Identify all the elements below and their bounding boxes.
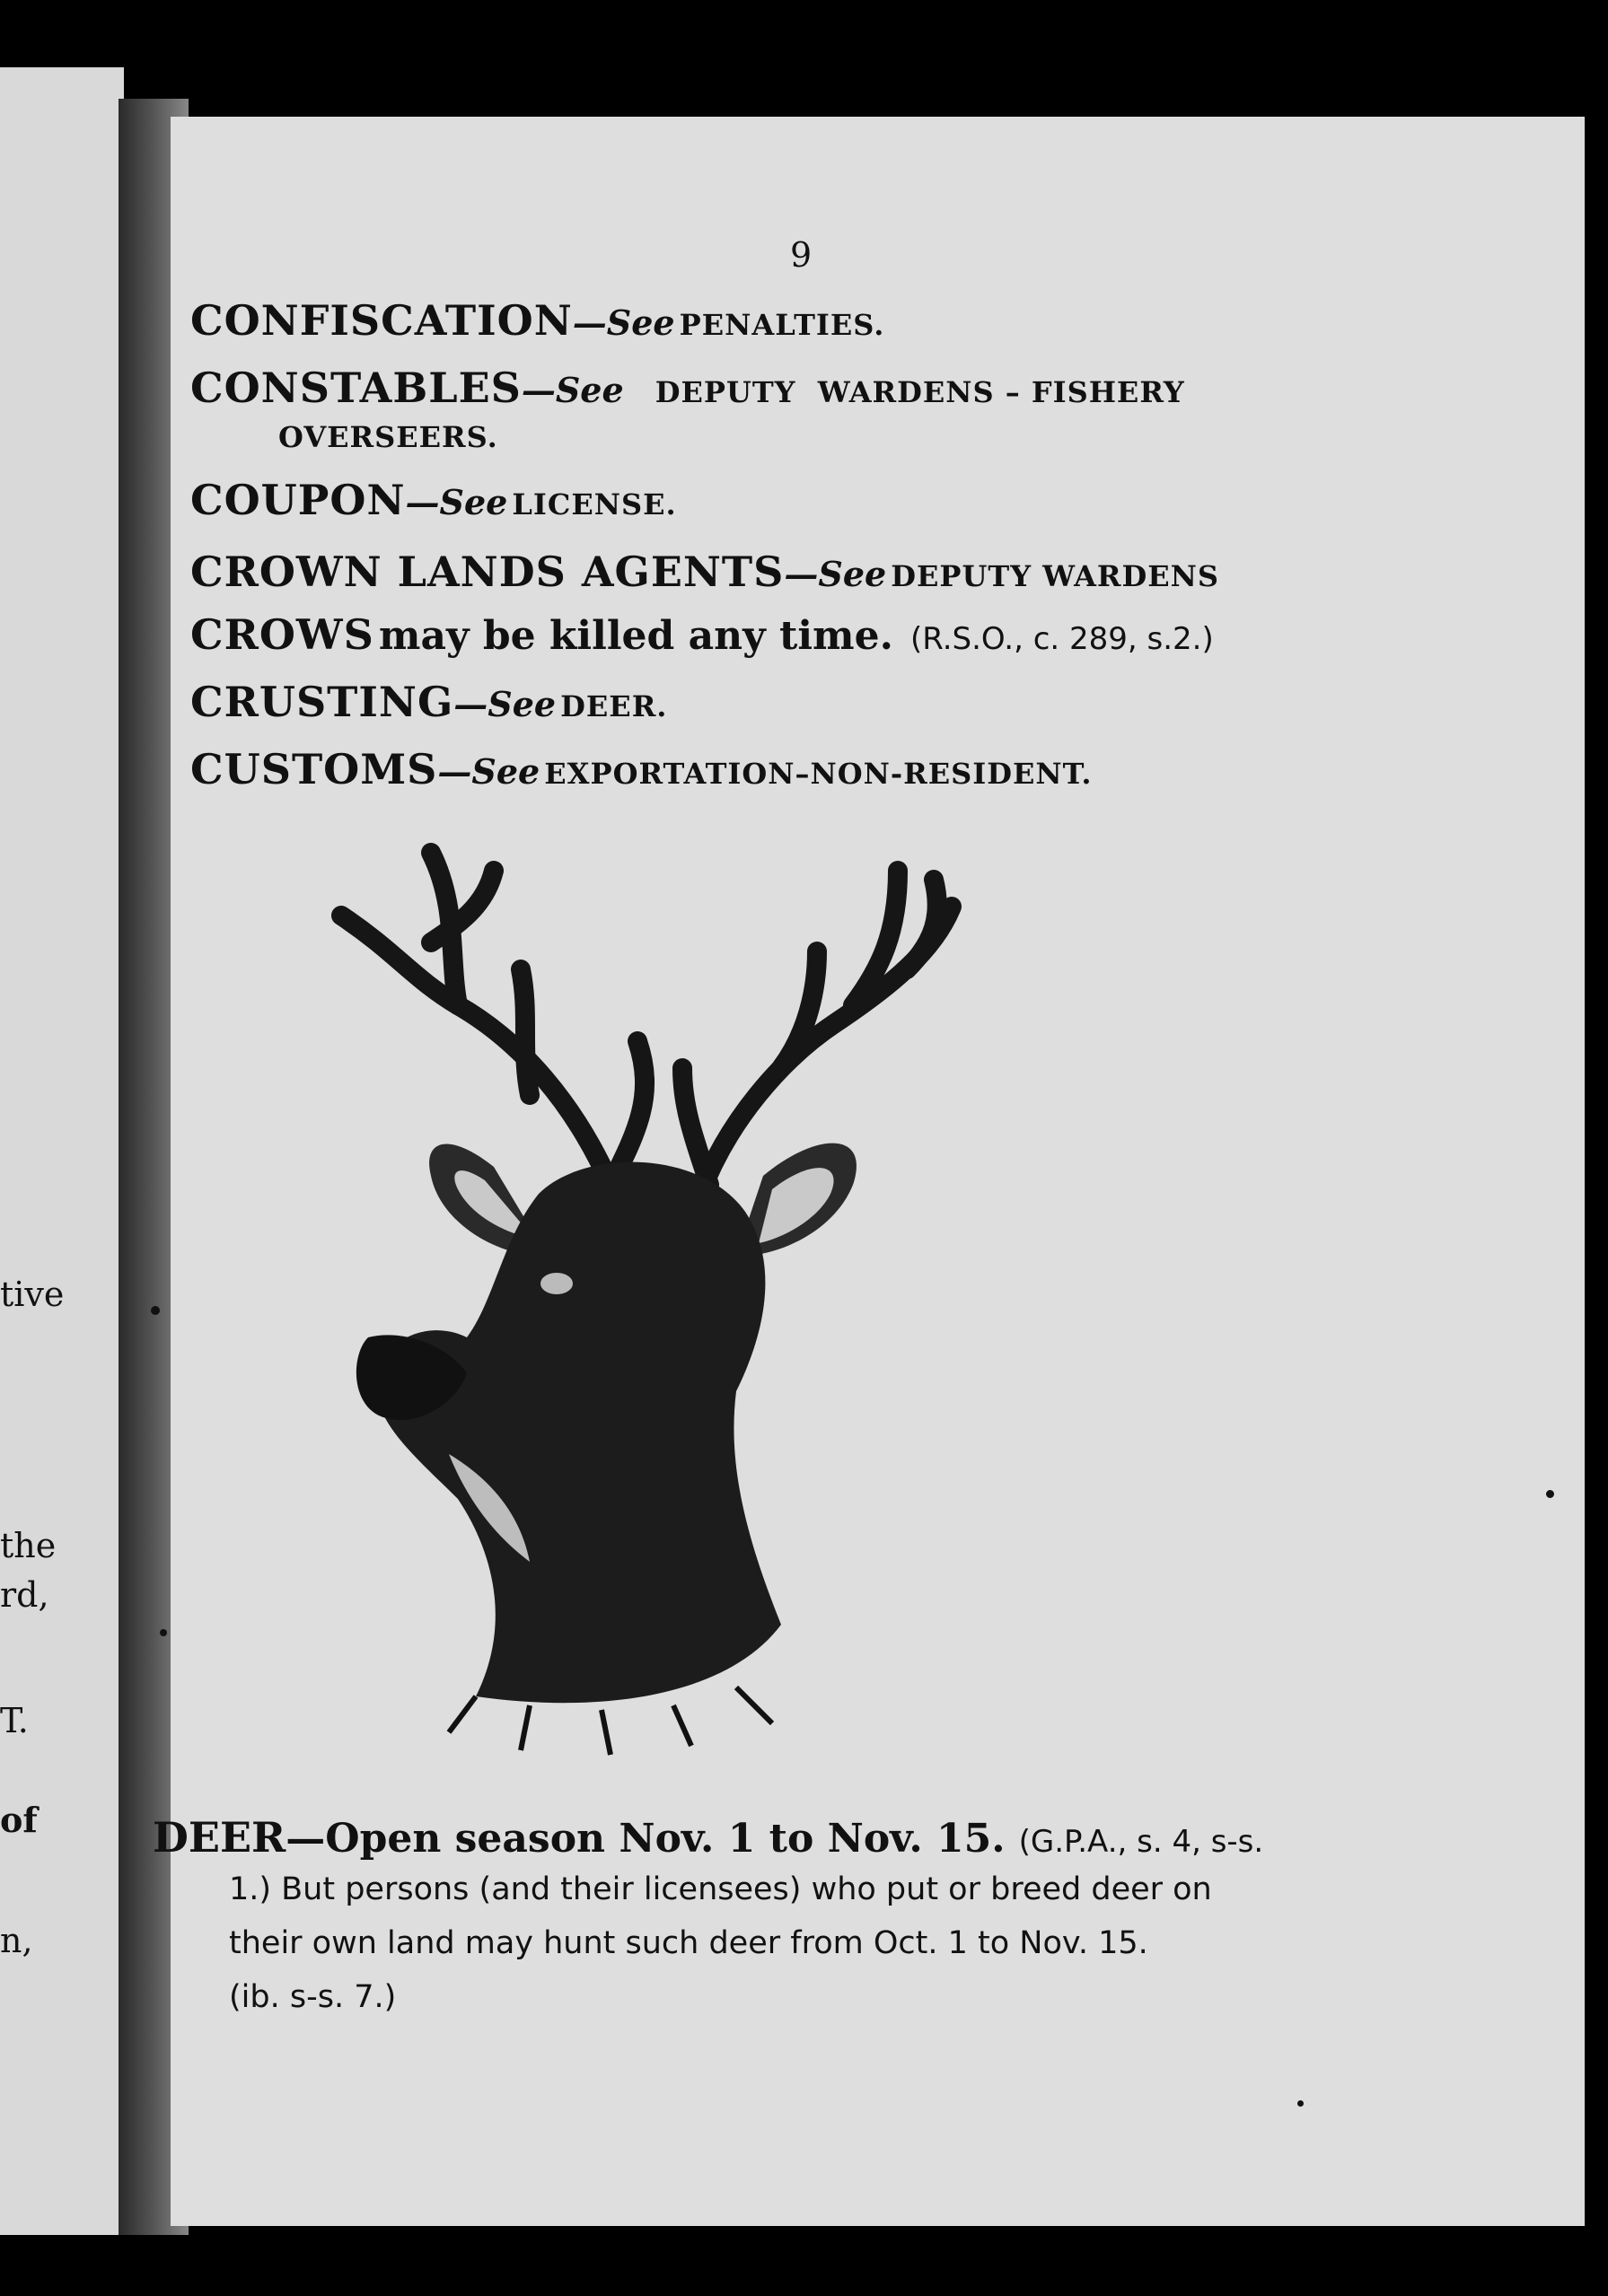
see-label: See	[555, 370, 624, 410]
facing-page-fragment: tive	[0, 1275, 65, 1314]
entry-heading: CONSTABLES	[190, 364, 522, 412]
statute-citation: (G.P.A., s. 4, s-s.	[1018, 1824, 1264, 1860]
entry-dash: —	[437, 751, 472, 792]
facing-page-fragment: of	[0, 1800, 38, 1840]
entry-dash: —	[453, 684, 488, 724]
facing-page-fragment: rd,	[0, 1575, 49, 1615]
entry-dash: —	[405, 482, 440, 522]
stag-head-icon	[314, 835, 997, 1768]
entry-dash: —	[572, 302, 607, 343]
entry-heading: CROWS	[190, 610, 374, 659]
entry-dash: —	[521, 370, 556, 410]
page-number: 9	[790, 235, 813, 275]
entry-crows	[190, 610, 1214, 659]
entry-heading: CUSTOMS	[190, 745, 438, 793]
entry-customs	[190, 745, 1092, 793]
entry-heading: DEER	[153, 1813, 286, 1862]
cross-reference: EXPORTATION–NON-RESIDENT.	[544, 757, 1093, 791]
see-label: See	[606, 302, 675, 343]
scan-top-border	[0, 0, 1608, 72]
cross-reference-continuation: OVERSEERS.	[278, 420, 498, 454]
ink-speck	[1546, 1490, 1554, 1498]
ink-speck	[160, 1629, 167, 1636]
entry-dash: —	[784, 554, 819, 594]
statute-citation: (R.S.O., c. 289, s.2.)	[910, 621, 1214, 657]
entry-deer	[153, 1813, 1263, 1862]
scan-right-border	[1585, 0, 1608, 2296]
entry-heading: CROWN LANDS AGENTS	[190, 548, 785, 596]
cross-reference: DEPUTY WARDENS	[891, 559, 1219, 593]
deer-text-line: 1.) But persons (and their licensees) who put or breed deer on	[229, 1871, 1212, 1907]
cross-reference: DEPUTY WARDENS – FISHERY	[655, 375, 1185, 409]
entry-heading: COUPON	[190, 476, 406, 524]
scan-bottom-border	[0, 2235, 1608, 2296]
see-label: See	[439, 482, 508, 522]
entry-constables	[190, 364, 1185, 412]
entry-confiscation	[190, 296, 884, 345]
cross-reference: LICENSE.	[512, 487, 677, 521]
deer-text-line: their own land may hunt such deer from Oct. 1 to Nov. 15.	[229, 1925, 1148, 1961]
deer-text-line: (ib. s-s. 7.)	[229, 1979, 397, 2015]
open-season-text: —Open season Nov. 1 to Nov. 15.	[286, 1816, 1006, 1862]
facing-page-fragment: T.	[0, 1701, 29, 1740]
cross-reference: DEER.	[560, 689, 668, 723]
ink-speck	[151, 1306, 160, 1315]
facing-page-fragment: the	[0, 1526, 57, 1565]
entry-crusting	[190, 678, 667, 726]
see-label: See	[818, 554, 887, 594]
ink-speck	[1297, 2100, 1304, 2107]
facing-page-fragment: n,	[0, 1921, 33, 1960]
entry-coupon	[190, 476, 677, 524]
facing-page-edge	[0, 67, 124, 2239]
entry-heading: CRUSTING	[190, 678, 454, 726]
see-label: See	[488, 684, 557, 724]
entry-heading: CONFISCATION	[190, 296, 573, 345]
cross-reference: PENALTIES.	[679, 308, 885, 342]
entry-text: may be killed any time.	[378, 613, 893, 659]
entry-crown-lands-agents	[190, 548, 1219, 596]
see-label: See	[471, 751, 540, 792]
